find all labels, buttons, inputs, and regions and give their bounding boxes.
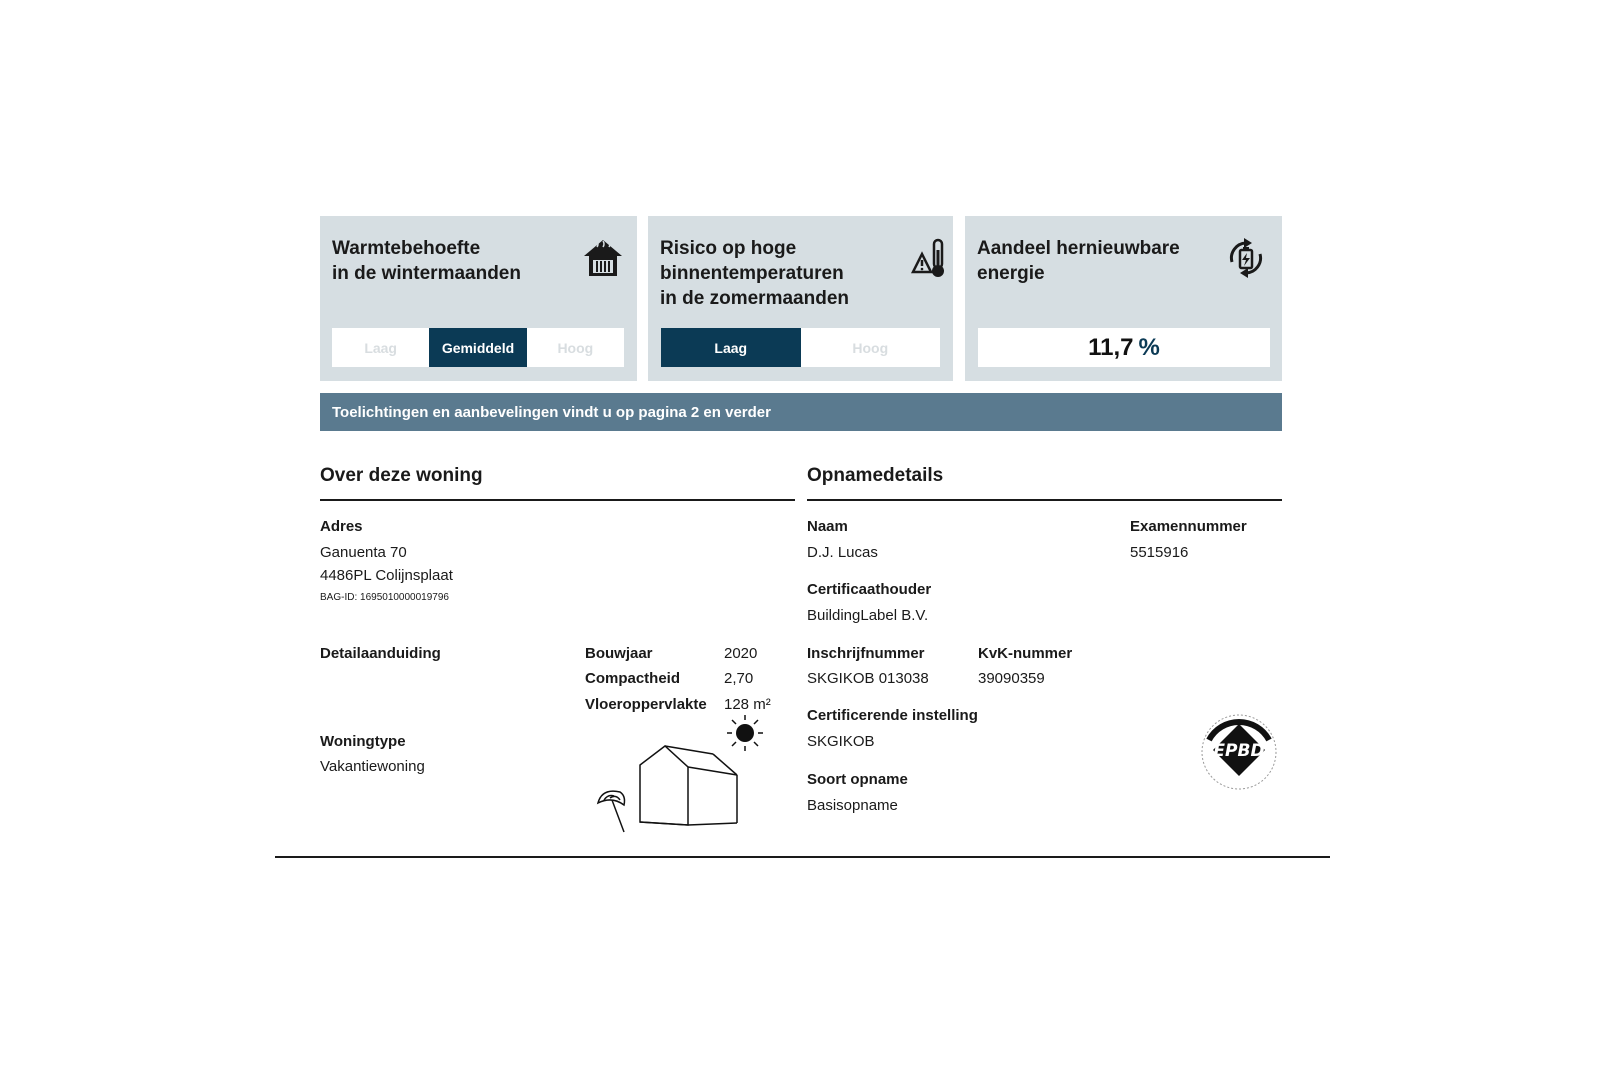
bouwjaar-value: 2020 — [724, 645, 758, 662]
certificaathouder-value: BuildingLabel B.V. — [807, 607, 929, 624]
risico-scale — [661, 328, 940, 367]
warmtebehoefte-scale — [332, 328, 624, 367]
woning-section-divider — [320, 499, 795, 501]
examennummer-label: Examennummer — [1130, 518, 1247, 535]
compactheid-label: Compactheid — [585, 670, 681, 687]
renewable-energy-icon — [1224, 236, 1268, 280]
risico-title: Risico op hoge binnentemperaturen in de zomermaanden — [660, 238, 849, 309]
adres-line2: 4486PL Colijnsplaat — [320, 567, 453, 584]
soort-opname-label: Soort opname — [807, 771, 908, 788]
scale-option-laag: Laag — [661, 328, 801, 367]
detailaanduiding-label: Detailaanduiding — [320, 645, 441, 662]
compactheid-value: 2,70 — [724, 670, 754, 687]
adres-label: Adres — [320, 518, 363, 535]
recommendations-banner: Toelichtingen en aanbevelingen vindt u op pagina 2 en verder — [320, 393, 1282, 431]
opname-section-title: Opnamedetails — [807, 465, 944, 486]
vloeroppervlakte-label: Vloeroppervlakte — [585, 696, 707, 713]
certificerende-instelling-label: Certificerende instelling — [807, 707, 978, 724]
hernieuwbaar-title: Aandeel hernieuwbare energie — [977, 238, 1180, 284]
house-heating-icon — [581, 236, 625, 280]
scale-option-hoog: Hoog — [527, 328, 624, 367]
certificaathouder-label: Certificaathouder — [807, 581, 932, 598]
epbd-logo — [1197, 710, 1281, 794]
kvk-label: KvK-nummer — [978, 645, 1073, 662]
naam-value: D.J. Lucas — [807, 544, 878, 561]
risico-card — [648, 216, 953, 381]
inschrijfnummer-label: Inschrijfnummer — [807, 645, 925, 662]
warmtebehoefte-card — [320, 216, 637, 381]
opname-section-divider — [807, 499, 1282, 501]
scale-option-hoog: Hoog — [801, 328, 941, 367]
thermometer-warning-icon — [910, 236, 954, 280]
naam-label: Naam — [807, 518, 848, 535]
hernieuwbaar-unit: % — [1138, 333, 1160, 361]
adres-line1: Ganuenta 70 — [320, 544, 407, 561]
sun-icon — [727, 715, 763, 751]
bottom-divider — [275, 856, 1330, 858]
hernieuwbaar-number: 11,7 — [1088, 333, 1134, 361]
vloeroppervlakte-value: 128 m² — [724, 696, 771, 713]
woningtype-value: Vakantiewoning — [320, 758, 425, 775]
scale-option-gemiddeld: Gemiddeld — [429, 328, 526, 367]
woningtype-label: Woningtype — [320, 733, 406, 750]
hernieuwbaar-card — [965, 216, 1282, 381]
warmtebehoefte-title: Warmtebehoefte in de wintermaanden — [332, 238, 521, 284]
examennummer-value: 5515916 — [1130, 544, 1189, 561]
soort-opname-value: Basisopname — [807, 797, 898, 814]
kvk-value: 39090359 — [978, 670, 1045, 687]
bag-id: BAG-ID: 1695010000019796 — [320, 592, 449, 603]
certificerende-instelling-value: SKGIKOB — [807, 733, 875, 750]
beach-umbrella-icon — [598, 791, 625, 832]
house-icon — [640, 746, 737, 825]
house-illustration — [590, 710, 780, 835]
woning-section-title: Over deze woning — [320, 465, 483, 486]
inschrijfnummer-value: SKGIKOB 013038 — [807, 670, 929, 687]
scale-option-laag: Laag — [332, 328, 429, 367]
hernieuwbaar-value — [978, 328, 1270, 367]
bouwjaar-label: Bouwjaar — [585, 645, 653, 662]
svg-text:EPBD: EPBD — [1213, 741, 1265, 761]
